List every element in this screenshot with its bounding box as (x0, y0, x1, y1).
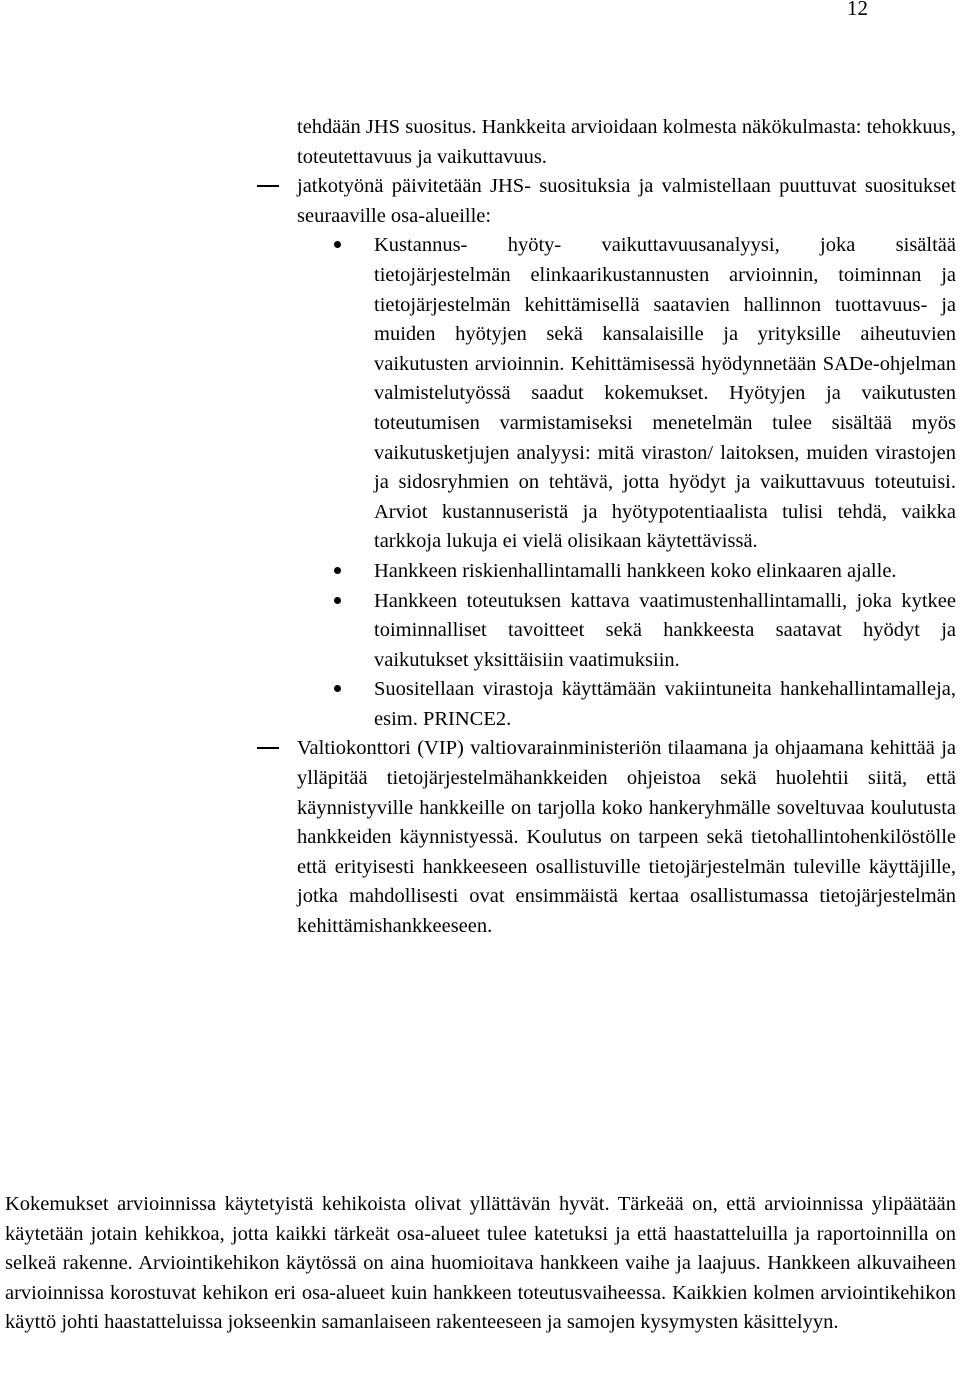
bullet-item-text: Hankkeen riskienhallintamalli hankkeen koko elinkaaren ajalle. (374, 559, 897, 582)
dash-list-item (297, 734, 956, 941)
bullet-item-text: Kustannus- hyöty- vaikuttavuusanalyysi, joka sisältää tietojärjestelmän elinkaarikustannusten arvioinnin, toiminnan ja tietojärjestelmän kehittämisellä saatavien hallinnon tuottavuus- ja muiden hyötyjen sekä kansalaisille ja yrityksille aiheutuvien vaikutusten arvioinnin. Kehittämisessä hyödynnetään SADe-ohjelman valmistelutyössä saadut kokemukset. Hyötyjen ja vaikutusten toteutumisen varmistamiseksi menetelmän tulee sisältää myös vaikutusketjujen analyysi: mitä viraston/ laitoksen, muiden virastojen ja sidosryhmien on tehtävä, jotta hyödyt ja vaikuttavuus toteutuisi. Arviot kustannuseristä ja hyötypotentiaalista tulisi tehdä, vaikka tarkkoja lukuja ei vielä olisikaan käytettävissä. (374, 234, 956, 553)
bullet-list-item (374, 675, 956, 734)
indented-section (297, 113, 956, 942)
bullet-marker (334, 567, 341, 574)
bullet-list-item (374, 231, 956, 557)
dash-list-item (297, 172, 956, 231)
dash-item-text: Valtiokonttori (VIP) valtiovarainministeriön tilaamana ja ohjaamana kehittää ja ylläpitää tietojärjestelmähankkeiden ohjeistoa sekä huolehtii siitä, että käynnistyville hankkeille on tarjolla koko hankeryhmälle soveltuvaa koulutusta hankkeiden käynnistyessä. Koulutus on tarpeen sekä tietohallintohenkilöstölle että erityisesti hankkeeseen osallistuville tietojärjestelmän tuleville käyttäjille, jotka mahdollisesti ovat ensimmäistä kertaa osallistumassa tietojärjestelmän kehittämishankkeeseen. (297, 737, 956, 938)
dash-marker (257, 747, 279, 749)
intro-paragraph: tehdään JHS suositus. Hankkeita arvioidaan kolmesta näkökulmasta: tehokkuus, toteutettavuus ja vaikuttavuus. (297, 116, 956, 168)
bullet-item-text: Suositellaan virastoja käyttämään vakiintuneita hankehallintamalleja, esim. PRINCE2. (374, 678, 956, 730)
dash-item-text: jatkotyönä päivitetään JHS- suosituksia ja valmistellaan puuttuvat suositukset seuraaville osa-alueille: (297, 175, 956, 227)
bullet-marker (334, 241, 341, 248)
bullet-marker (334, 685, 341, 692)
bullet-list-item (374, 557, 956, 587)
bullet-item-text: Hankkeen toteutuksen kattava vaatimustenhallintamalli, joka kytkee toiminnalliset tavoitteet sekä hankkeesta saatavat hyödyt ja vaikutukset yksittäisiin vaatimuksiin. (374, 589, 956, 671)
page-number: 12 (847, 0, 868, 20)
bullet-marker (334, 597, 341, 604)
bullet-list-item (374, 587, 956, 676)
bullet-list (374, 231, 956, 734)
body-paragraph: Kokemukset arvioinnissa käytetyistä kehikoista olivat yllättävän hyvät. Tärkeää on, että arvioinnissa ylipäätään käytetään jotain kehikkoa, jotta kaikki tärkeät osa-alueet tulee katetuksi ja että haastatteluilla ja raportoinnilla on selkeä rakenne. Arviointikehikon käytössä on aina huomioitava hankkeen vaihe ja laajuus. Hankkeen alkuvaiheen arvioinnissa korostuvat kehikon eri osa-alueet kuin hankkeen toteutusvaiheessa. Kaikkien kolmen arviointikehikon käyttö johti haastatteluissa jokseenkin samanlaiseen rakenteeseen ja samojen kysymysten käsittelyyn. (5, 1193, 956, 1334)
dash-marker (257, 185, 279, 187)
